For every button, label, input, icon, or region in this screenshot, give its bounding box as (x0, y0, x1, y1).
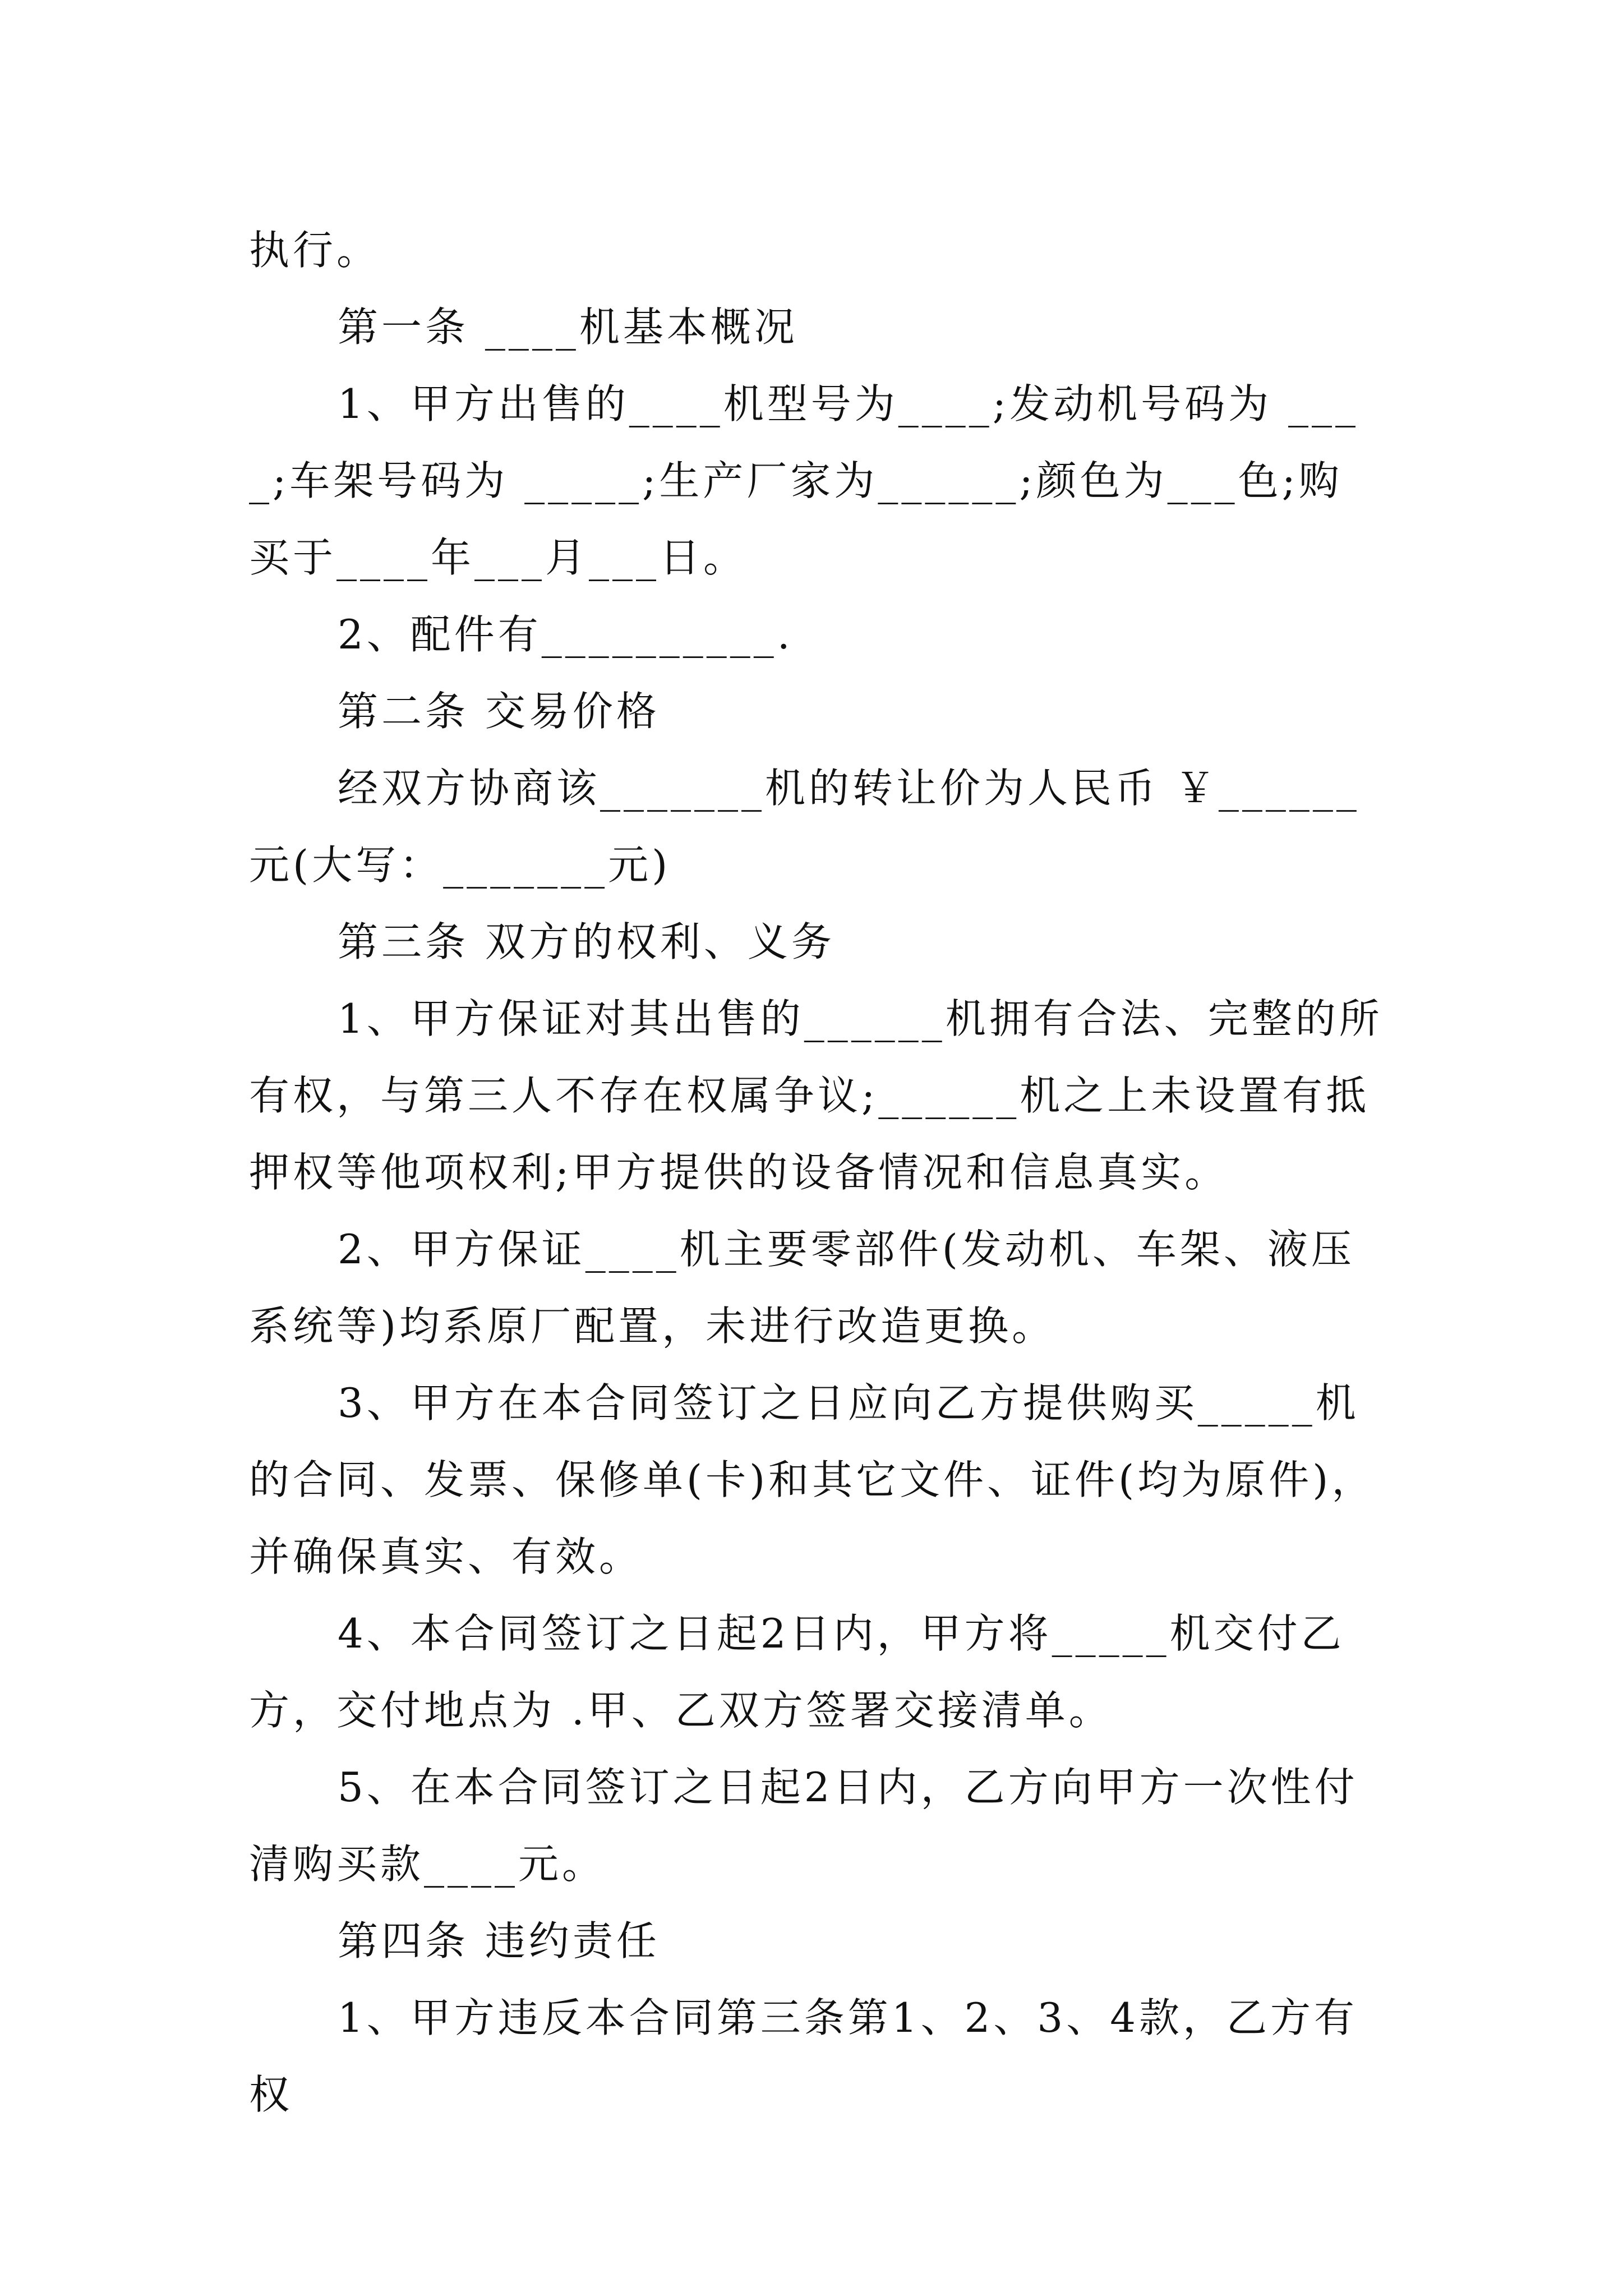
paragraph-clause-3-3: 3、甲方在本合同签订之日应向乙方提供购买_____机的合同、发票、保修单(卡)和其它文件、证件(均为原件)，并确保真实、有效。 (249, 1379, 1376, 1580)
paragraph-machine-details: 1、甲方出售的____机型号为____;发动机号码为 ____;车架号码为 _____;生产厂家为______;颜色为___色;购买于____年___月___日。 (249, 380, 1359, 581)
section-heading-4: 第四条 违约责任 (338, 1917, 660, 1964)
section-heading-2: 第二条 交易价格 (338, 688, 660, 735)
paragraph-accessories: 2、配件有__________. (338, 611, 794, 658)
paragraph-clause-3-5: 5、在本合同签订之日起2日内，乙方向甲方一次性付清购买款____元。 (249, 1764, 1358, 1888)
section-heading-3: 第三条 双方的权利、义务 (338, 918, 835, 965)
paragraph-clause-4-1: 1、甲方违反本合同第三条第1、2、3、4款，乙方有权 (249, 1994, 1358, 2118)
document-body (249, 212, 1385, 2133)
paragraph-clause-3-4: 4、本合同签订之日起2日内，甲方将_____机交付乙方，交付地点为 .甲、乙双方签署交接清单。 (249, 1610, 1345, 1734)
paragraph-clause-3-1: 1、甲方保证对其出售的______机拥有合法、完整的所有权，与第三人不存在权属争议;______机之上未设置有抵押权等他项权利;甲方提供的设备情况和信息真实。 (249, 995, 1383, 1196)
paragraph-continuation: 执行。 (249, 227, 381, 274)
paragraph-price: 经双方协商该_______机的转让价为人民币 ￥______元(大写：_______元) (249, 765, 1360, 889)
section-heading-1: 第一条 ____机基本概况 (338, 303, 798, 351)
paragraph-clause-3-2: 2、甲方保证____机主要零部件(发动机、车架、液压系统等)均系原厂配置，未进行改造更换。 (249, 1226, 1355, 1350)
